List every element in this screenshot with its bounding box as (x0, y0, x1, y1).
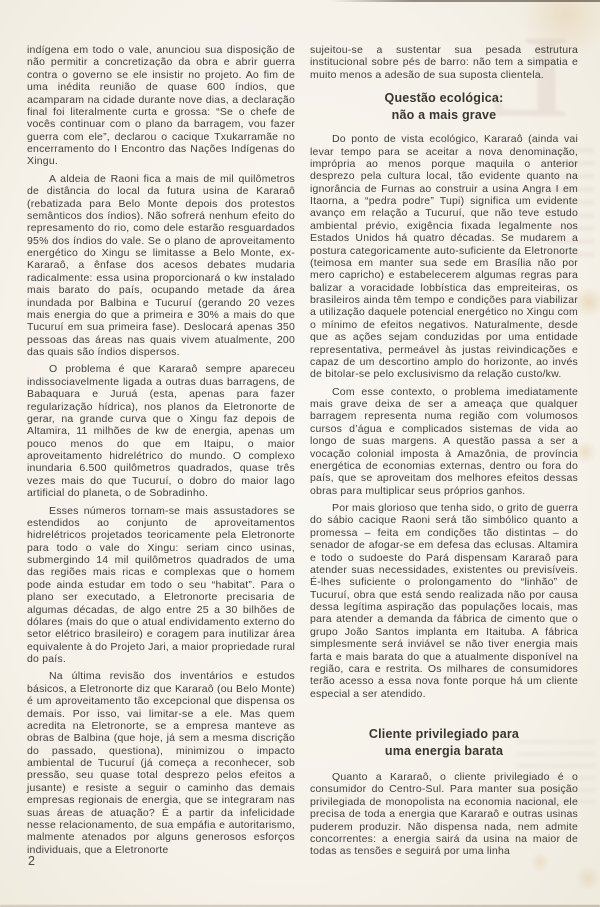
left-column (27, 44, 295, 858)
section-heading-ecologia (310, 90, 578, 124)
paragraph: O problema é que Kararaô sempre apareceu indissociavelmente ligada a outras duas barragens, de Babaquara e Juruá (esta, apenas para fazer regularização hídrica), nos planos da Eletronorte de gerar, na grande curva que o Xingu faz depois de Altamira, 11 milhões de kw de energia, apenas um pouco menos do que em Itaipu, o maior aproveitamento hidrelétrico do mundo. O complexo inundaria 6.500 quilômetros quadrados, quase três vezes mais do que Tucuruí, o dobro do maior lago artificial do planeta, o de Sobradinho. (27, 363, 295, 500)
paragraph-continuation: sujeitou-se a sustentar sua pesada estrutura institucional sobre pés de barro: não tem a simpatia e muito menos a adesão de sua suposta clientela. (310, 44, 578, 81)
paragraph: Do ponto de vista ecológico, Kararaô (ainda vai levar tempo para se aceitar a nova denominação, imprópria ao menos porque maquila o anterior desprezo pela cultura local, tão evidente quanto na ignorância de Furnas ao construir a usina Angra I em Itaorna, a “pedra podre” Tupi) significa um evidente avanço em relação a Tucuruí, que não teve estudo ambiental prévio, exigência fixada legalmente nos Estados Unidos há quatro décadas. Se mudarem a postura categoricamente auto-suficiente da Eletronorte (teimosa em manter sua sede em Brasília não por mero capricho) e estabelecerem algumas regras para balizar a voracidade lobbística das empreiteiras, os brasileiros ainda têm tempo e condições para viabilizar a utilização daquele potencial energético no Xingu com o mínimo de efeitos negativos. Naturalmente, desde que as ações sejam conduzidas por uma entidade representativa, permeável às justas reivindicações e capaz de um descortino amplo do horizonte, ao invés de bitolar-se pelo exclusivismo da relação custo/kw. (310, 133, 578, 381)
paragraph: Com esse contexto, o problema imediatamente mais grave deixa de ser a ameaça que qualquer barragem representa numa região com volumosos cursos d’água e complicados sistemas de vida ao longo de suas margens. A questão passa a ser a vocação colonial imposta à Amazônia, de província energética de economias externas, dentro ou fora do país, que se aproveitam dos melhores efeitos dessas obras para multiplicar seus próprios ganhos. (310, 385, 578, 497)
heading-line: Cliente privilegiado para (368, 727, 520, 741)
paragraph: Esses números tornam-se mais assustadores se estendidos ao conjunto de aproveitamentos hidrelétricos projetados teoricamente pela Eletronorte para todo o vale do Xingu: seriam cinco usinas, submergindo 14 mil quilômetros quadrados de uma das regiões mais ricas e complexas que o homem pode ainda estudar em todo o seu “habitat”. Para o plano ser executado, a Eletronorte precisaria de algumas décadas, de algo entre 25 a 30 bilhões de dólares (mais do que o atual endividamento externo do setor elétrico brasileiro) e coragem para inutilizar área equivalente à do Projeto Jari, a maior propriedade rural do país. (27, 504, 296, 665)
page-number: 2 (28, 854, 36, 868)
bleed-through-letter: L (488, 11, 568, 142)
two-column-text-block (27, 44, 578, 858)
heading-line: uma energia barata (384, 744, 504, 758)
paragraph: Quanto a Kararaô, o cliente privilegiado é o consumidor do Centro-Sul. Para manter sua posição privilegiada de monopolista na economia nacional, ele precisa de toda a energia que Kararaô e outras usinas puderem produzir. Não dispensa nada, nem admite concorrentes: a energia sairá da usina na maior de todas as tensões e seguirá por uma linha (310, 771, 578, 858)
paragraph: A aldeia de Raoni fica a mais de mil quilômetros de distância do local da futura usina de Kararaô (rebatizada para Belo Monte depois dos protestos semânticos dos índios). Não sofrerá nenhum efeito do represamento do rio, como dele estarão resguardados 95% dos índios do vale. Se o plano de aproveitamento energético do Xingu se limitasse a Belo Monte, ex-Kararaô, a ênfase dos acesos debates mudaria radicalmente: essa usina proporcionará o kw instalado mais barato do país, ocupando metade da área inundada por Balbina e Tucuruí (gerando 20 vezes mais energia do que a primeira e 30% a mais do que Tucuruí em sua primeira fase). Deslocará apenas 350 pessoas das áreas nas quais vivem atualmente, 200 das quais são índios dispersos. (27, 172, 295, 358)
paragraph: Na última revisão dos inventários e estudos básicos, a Eletronorte diz que Kararaô (ou Belo Monte) é um aproveitamento tão excepcional que dispensa os demais. Por isso, vai limitar-se a ele. Mas quem acredita na Eletronorte, se a empresa manteve as obras de Balbina (que hoje, já sem a mesma discrição do passado, questiona), minimizou o impacto ambiental de Tucuruí (já começa a reconhecer, sob pressão, seu quase total desprezo pelos efeitos a jusante) e resiste a seguir o caminho das demais empresas regionais de energia, que se integraram nas suas áreas de atuação? É a partir da infelicidade nesse relacionamento, de sua empáfia e autoritarismo, malmente atenados por alguns generosos esforços individuais, que a Eletronorte (27, 670, 295, 856)
heading-line: Questão ecológica: (384, 91, 504, 106)
section-heading-cliente (310, 726, 578, 760)
paragraph: Por mais glorioso que tenha sido, o grito de guerra do sábio cacique Raoni será tão simbólico quanto a promessa – feita em condições tão distintas – do senador de afogar-se em defesa das eclusas. Altamira e todo o sudoeste do Pará dispensam Kararaô para atender suas necessidades, existentes ou previsíveis. É-lhes suficiente o prolongamento do “linhão” de Tucuruí, obra que está sendo realizada não por causa dessa legítima aspiração das populações locais, mas para atender a demanda da fábrica de cimento que o grupo João Santos implanta em Itaituba. A fábrica simplesmente será inviável se não tiver energia mais farta e mais barata do que a atualmente disponível na região, cara e restrita. Os milhares de consumidores terão acesso a essa nova fonte porque há um cliente especial a ser atendido. (310, 502, 579, 700)
scan-edge-shadow-top (330, 0, 600, 2)
paragraph-continuation: indígena em todo o vale, anunciou sua disposição de não permitir a concretização da obra e abrir guerra contra o governo se ele insistir no projeto. Ao fim de uma inédita reunião de quase 600 índios, que acamparam na cidade durante nove dias, a declaração final foi literalmente curta e grossa: “Se o chefe de vocês continuar com o plano da barragem, vou fazer guerra com ele”, declarou o cacique Txukarramãe no encerramento do I Encontro das Nações Indígenas do Xingu. (27, 44, 295, 168)
heading-line: não a mais grave (391, 108, 497, 123)
right-column (310, 44, 578, 858)
